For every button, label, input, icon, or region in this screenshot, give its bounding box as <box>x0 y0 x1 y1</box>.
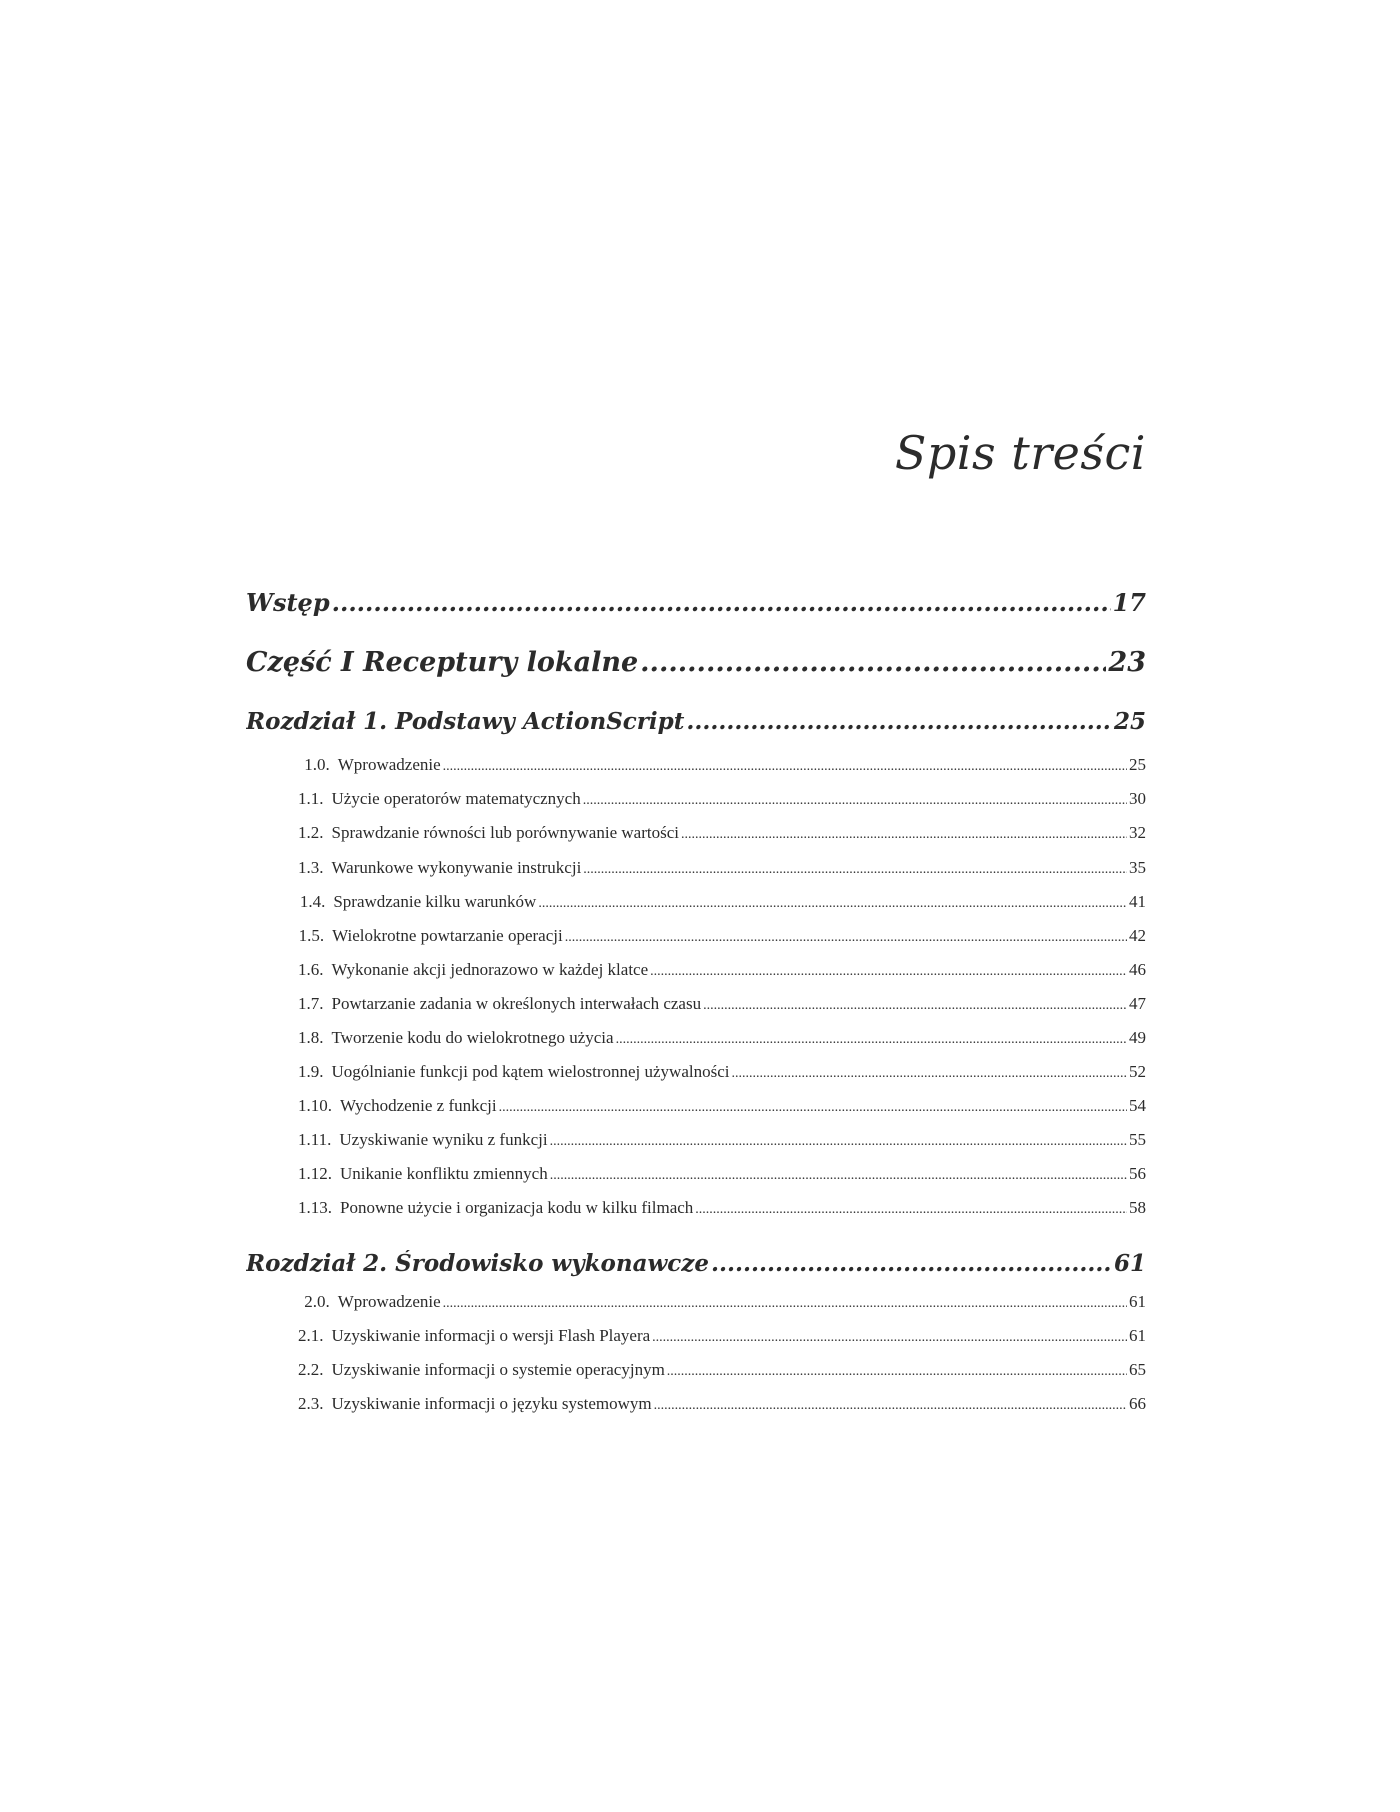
toc-entry-title: Rozdział 1. Podstawy ActionScript <box>246 708 685 735</box>
dot-leader <box>583 862 1127 878</box>
toc-entry-page-number: 23 <box>1108 647 1146 678</box>
toc-entry-page-number: 55 <box>1129 1130 1146 1149</box>
toc-entry-title: Wprowadzenie <box>337 755 441 774</box>
toc-entry-page-number: 52 <box>1129 1062 1146 1081</box>
toc-entry-page-number: 61 <box>1129 1326 1146 1345</box>
toc-section-entry[interactable] <box>298 1394 1146 1414</box>
toc-entry-page-number: 30 <box>1129 789 1146 808</box>
toc-entry-number: 1.3. <box>298 858 324 877</box>
dot-leader <box>616 1032 1127 1048</box>
toc-entry-title: Sprawdzanie równości lub porównywanie wartości <box>331 823 679 842</box>
toc-entry-title: Uzyskiwanie informacji o systemie operacyjnym <box>331 1360 665 1379</box>
toc-section-entry[interactable] <box>298 1326 1146 1346</box>
toc-entry-page-number: 17 <box>1112 588 1146 617</box>
dot-leader <box>443 1296 1127 1312</box>
toc-entry-page-number: 66 <box>1129 1394 1146 1413</box>
toc-entry-number: 1.10. <box>298 1096 332 1115</box>
toc-entry-title: Uzyskiwanie wyniku z funkcji <box>339 1130 548 1149</box>
dot-leader <box>443 759 1127 775</box>
toc-entry-number: 1.11. <box>298 1130 332 1149</box>
toc-entry-page-number: 61 <box>1129 1292 1146 1311</box>
toc-entry-title: Ponowne użycie i organizacja kodu w kilku filmach <box>340 1198 694 1217</box>
toc-entry-number: 1.1. <box>298 789 324 808</box>
toc-section-entry[interactable] <box>298 789 1146 809</box>
toc-entry-number: 1.4. <box>299 892 326 911</box>
toc-entry-number: 1.6. <box>298 960 324 979</box>
page-title: Spis treści <box>894 426 1146 480</box>
toc-entry-number: 1.7. <box>298 994 324 1013</box>
toc-entry-page-number: 54 <box>1129 1096 1146 1115</box>
toc-entry-number: 2.2. <box>298 1360 324 1379</box>
toc-section-entry[interactable] <box>298 1198 1146 1218</box>
toc-entry-page-number: 61 <box>1113 1250 1146 1277</box>
toc-entry-page-number: 65 <box>1129 1360 1146 1379</box>
dot-leader <box>550 1168 1127 1184</box>
toc-entry-title: Unikanie konfliktu zmiennych <box>340 1164 548 1183</box>
toc-chapter-entry[interactable] <box>246 708 1146 735</box>
toc-entry-page-number: 25 <box>1129 755 1146 774</box>
toc-entry-page-number: 56 <box>1129 1164 1146 1183</box>
toc-entry-page-number: 25 <box>1113 708 1146 735</box>
toc-entry-number: 1.2. <box>298 823 324 842</box>
dot-leader <box>550 1134 1127 1150</box>
toc-section-entry[interactable] <box>298 1164 1146 1184</box>
toc-section-entry[interactable] <box>298 994 1146 1014</box>
toc-section-entry[interactable] <box>298 1028 1146 1048</box>
toc-entry-number: 2.0. <box>304 1292 330 1311</box>
toc-section-entry[interactable] <box>298 1360 1146 1380</box>
toc-entry-number: 2.1. <box>298 1326 324 1345</box>
toc-entry-page-number: 35 <box>1129 858 1146 877</box>
dot-leader <box>332 588 1111 617</box>
dot-leader <box>583 793 1127 809</box>
dot-leader <box>565 930 1127 946</box>
toc-entry-page-number: 42 <box>1129 926 1146 945</box>
toc-section-entry[interactable] <box>298 960 1146 980</box>
toc-entry-page-number: 47 <box>1129 994 1146 1013</box>
dot-leader <box>654 1398 1127 1414</box>
toc-entry-title: Uzyskiwanie informacji o języku systemowym <box>331 1394 652 1413</box>
toc-entry-title: Warunkowe wykonywanie instrukcji <box>331 858 582 877</box>
toc-entry-title: Część I Receptury lokalne <box>246 647 639 678</box>
toc-entry-title: Sprawdzanie kilku warunków <box>333 892 537 911</box>
toc-chapter-entry[interactable] <box>246 1250 1146 1277</box>
toc-part-entry[interactable] <box>246 647 1146 678</box>
toc-entry-number: 1.9. <box>298 1062 324 1081</box>
toc-entry-title: Wielokrotne powtarzanie operacji <box>332 926 563 945</box>
toc-section-entry[interactable] <box>298 823 1146 843</box>
toc-entry-title: Wstęp <box>246 588 330 617</box>
toc-section-entry[interactable] <box>298 926 1146 946</box>
toc-entry-title: Użycie operatorów matematycznych <box>331 789 581 808</box>
dot-leader <box>686 708 1112 735</box>
toc-entry-number: 1.12. <box>298 1164 332 1183</box>
dot-leader <box>499 1100 1127 1116</box>
dot-leader <box>732 1066 1128 1082</box>
dot-leader <box>667 1364 1127 1380</box>
toc-entry-title: Powtarzanie zadania w określonych interwałach czasu <box>331 994 702 1013</box>
dot-leader <box>703 998 1127 1014</box>
dot-leader <box>650 964 1127 980</box>
toc-entry-title: Uogólnianie funkcji pod kątem wielostronnej używalności <box>331 1062 730 1081</box>
toc-section-entry[interactable] <box>298 858 1146 878</box>
toc-section-entry[interactable] <box>298 1096 1146 1116</box>
toc-entry-page-number: 58 <box>1129 1198 1146 1217</box>
dot-leader <box>538 896 1127 912</box>
toc-intro-entry[interactable] <box>246 588 1146 617</box>
toc-entry-page-number: 41 <box>1129 892 1146 911</box>
toc-section-entry[interactable] <box>298 755 1146 775</box>
toc-section-entry[interactable] <box>298 1130 1146 1150</box>
toc-section-entry[interactable] <box>298 1292 1146 1312</box>
toc-section-entry[interactable] <box>298 892 1146 912</box>
toc-entry-page-number: 46 <box>1129 960 1146 979</box>
dot-leader <box>640 647 1106 678</box>
dot-leader <box>652 1330 1127 1346</box>
toc-entry-title: Wykonanie akcji jednorazowo w każdej klatce <box>331 960 649 979</box>
toc-entry-number: 1.0. <box>304 755 330 774</box>
toc-entry-title: Tworzenie kodu do wielokrotnego użycia <box>331 1028 614 1047</box>
dot-leader <box>711 1250 1112 1277</box>
toc-entry-number: 1.8. <box>298 1028 324 1047</box>
toc-section-entry[interactable] <box>298 1062 1146 1082</box>
toc-entry-title: Uzyskiwanie informacji o wersji Flash Playera <box>331 1326 651 1345</box>
toc-entry-title: Wychodzenie z funkcji <box>340 1096 497 1115</box>
toc-entry-title: Wprowadzenie <box>337 1292 441 1311</box>
toc-entry-number: 1.13. <box>298 1198 332 1217</box>
toc-entry-page-number: 49 <box>1129 1028 1146 1047</box>
toc-entry-number: 1.5. <box>298 926 325 945</box>
toc-entry-title: Rozdział 2. Środowisko wykonawcze <box>246 1250 709 1277</box>
dot-leader <box>695 1202 1127 1218</box>
toc-entry-page-number: 32 <box>1129 823 1146 842</box>
dot-leader <box>681 827 1127 843</box>
toc-entry-number: 2.3. <box>298 1394 324 1413</box>
